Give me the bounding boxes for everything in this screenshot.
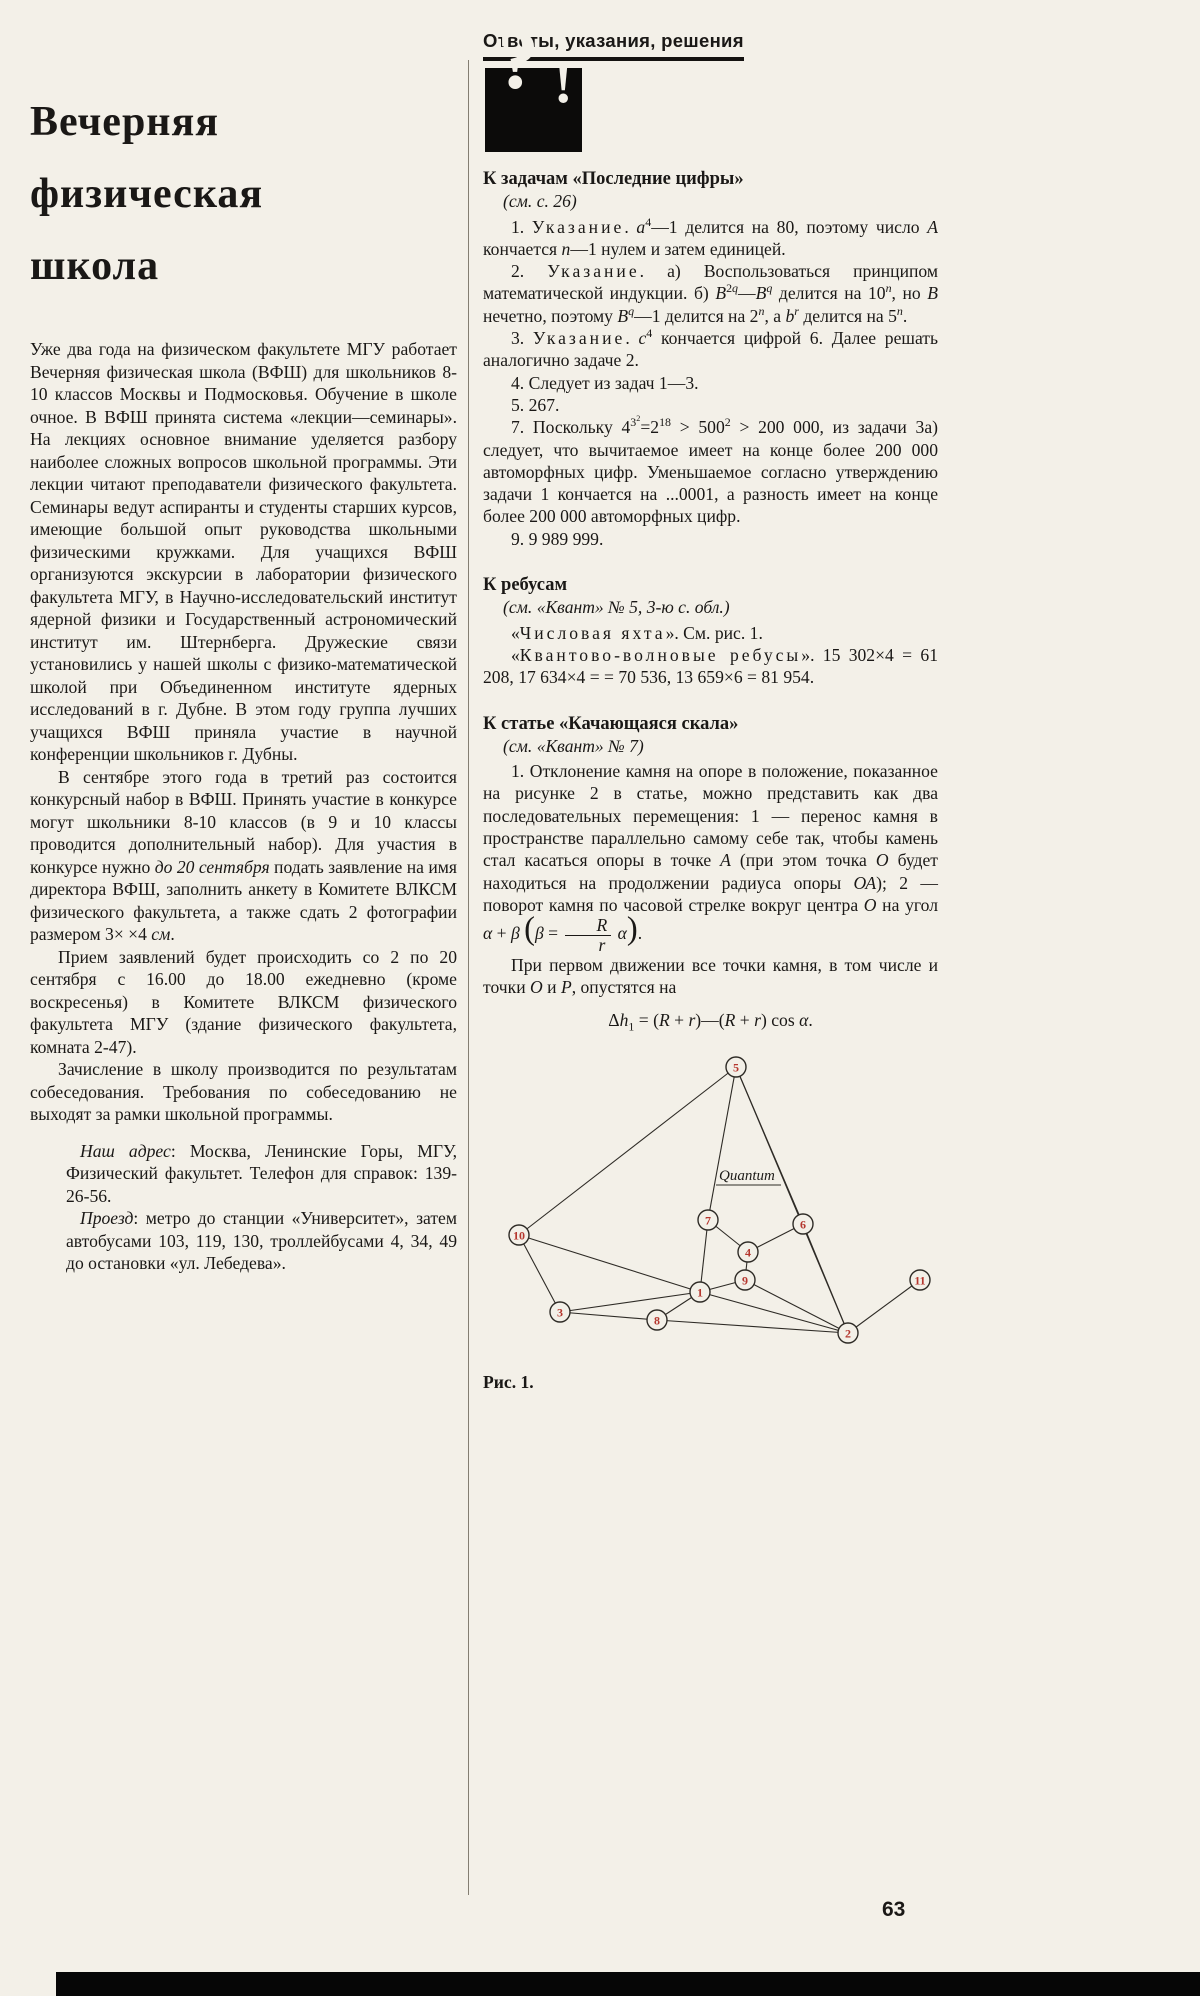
svg-text:9: 9 [742, 1273, 748, 1288]
svg-text:6: 6 [800, 1217, 806, 1232]
section-last-digits [483, 168, 938, 550]
svg-text:5: 5 [733, 1060, 739, 1075]
svg-text:8: 8 [654, 1313, 660, 1328]
answer-paragraph: «Числовая яхта». См. рис. 1. [511, 622, 763, 643]
answer-paragraph: 9. 9 989 999. [511, 528, 604, 549]
svg-text:1: 1 [697, 1285, 703, 1300]
answer-paragraph: При первом движении все точки камня, в том числе и точки О и Р, опустятся на [483, 955, 938, 998]
section-subheading: (см. «Квант» № 7) [503, 735, 644, 756]
answer-paragraph: 1. Указание. $a^4—1$ делится на 80, поэтому число А кончается n—1 нулем и затем единицей. [483, 214, 939, 259]
svg-text:11: 11 [914, 1273, 926, 1288]
article-paragraph: Прием заявлений будет происходить со 2 по 20 сентября с 16.00 до 18.00 ежедневно (кроме воскресенья) в Комитете ВЛКСМ физического факультета МГУ (здание физического факультета, комната 2-47). [30, 946, 457, 1057]
answer-paragraph: 7. Поскольку $4^{3^2}=2^{18} > 500^2 > 200$ 000, из задачи 3а) следует, что вычитаемое имеет на конце более 200 000 автоморфных цифр. Уменьшаемое согласно утверждению задачи 1 кончается на ...0001, а разность имеет на конце более 200 000 автоморфных цифр. [483, 414, 938, 527]
svg-text:Quantum: Quantum [719, 1168, 775, 1185]
figure-1 [483, 1049, 938, 1394]
question-exclamation-icon [485, 14, 582, 152]
title-line: Вечерняя [30, 99, 219, 145]
section-rocking-stone [483, 713, 938, 1032]
address-block [66, 1140, 457, 1275]
article-paragraph: Зачисление в школу производится по результатам собеседования. Требования по собеседованию не выходят за рамки школьной программы. [30, 1059, 457, 1124]
answer-paragraph: 3. Указание. $c^4$ кончается цифрой 6. Далее решать аналогично задаче 2. [483, 326, 939, 371]
article-paragraph: Уже два года на физическом факультете МГУ работает Вечерняя физическая школа (ВФШ) для школьников 8-10 классов Москвы и Подмосковья. Обучение в школе очное. В ВФШ принята система «лекции—семинары». На лекциях основное внимание уделяется разбору наиболее сложных вопросов школьной программы. Эти лекции читают преподаватели физического факультета. Семинары ведут аспиранты и студенты старших курсов, имеющие большой опыт руководства школьными физическими кружками. Для учащихся ВФШ организуются экскурсии в лаборатории физического факультета МГУ, в Научно-исследовательский институт ядерной физики и Государственный астрономический институт им. Штернберга. Дружеские связи установились у нашей школы с физико-математической школой при Объединенном институте ядерных исследований в г. Дубне. В этом году группа лучших учащихся ВФШ приняла участие в научной конференции школьников г. Дубны. [30, 339, 457, 764]
section-heading: К задачам «Последние цифры» [483, 169, 744, 189]
figure-caption: Рис. 1. [483, 1372, 534, 1393]
svg-text:3: 3 [557, 1305, 563, 1320]
number-yacht-figure [483, 1049, 939, 1354]
page-number: 63 [882, 1898, 906, 1921]
section-subheading: (см. «Квант» № 5, 3-ю с. обл.) [503, 597, 730, 618]
displacement-formula: $\Delta h_1 = (R$ + r)—(R + r) cos α. [608, 1009, 813, 1034]
question-mark-icon: ? [497, 14, 539, 107]
section-heading: К статье «Качающаяся скала» [483, 713, 739, 734]
section-rebuses [483, 574, 938, 688]
article-title [30, 86, 457, 302]
article-paragraph: В сентябре этого года в третий раз состоится конкурсный набор в ВФШ. Принять участие в конкурсе могут школьники 8-10 классов (в 9 и 10 классы проводится дополнительный набор). Для участия в конкурсе нужно до 20 сентября подать заявление на имя директора ВФШ, заполнить анкету в Комитете ВЛКСМ физического факультета, а также сдать 2 фотографии размером 3× ×4 см. [30, 766, 457, 944]
title-line: школа [30, 243, 160, 289]
address-paragraph: Наш адрес: Москва, Ленинские Горы, МГУ, Физический факультет. Телефон для справок: 139-26-56. [66, 1140, 458, 1206]
svg-text:7: 7 [705, 1213, 711, 1228]
article-column [30, 86, 457, 1275]
svg-text:4: 4 [745, 1245, 751, 1260]
exclamation-mark-icon: ! [553, 50, 573, 115]
answer-paragraph: 2. Указание. а) Воспользоваться принципом математической индукции. б) $B^{2q}—B^q$ делится на 10$^n$, но B нечетно, поэтому $B^q—1$ делится на 2$^n$, а $b^r$ делится на 5$^n$. [483, 261, 938, 326]
scan-edge-bar [56, 1972, 1200, 1996]
svg-text:10: 10 [513, 1228, 525, 1243]
answer-paragraph: «Квантово-волновые ребусы». 15 302×4 = 61 208, 17 634×4 = = 70 536, 13 659×6 = 81 954. [483, 644, 938, 688]
answer-paragraph: 1. Отклонение камня на опоре в положение, показанное на рисунке 2 в статье, можно представить как два последовательных перемещения: 1 — перенос камня в пространстве параллельно самому себе так, чтобы камень стал касаться опоры в точке А (при этом точка О будет находиться на продолжении радиуса опоры ОА); 2 — поворот камня по часовой стрелке вокруг центра О на угол α + β (β = $\frac{R}{r}$ α). [483, 761, 938, 955]
running-head: Ответы, указания, решения [483, 30, 744, 61]
section-subheading: (см. с. 26) [503, 191, 577, 212]
column-divider [468, 60, 469, 1895]
title-line: физическая [30, 171, 264, 217]
svg-text:2: 2 [845, 1326, 851, 1341]
directions-paragraph: Проезд: метро до станции «Университет», затем автобусами 103, 119, 130, троллейбусами 4, 34, 49 до остановки «ул. Лебедева». [66, 1208, 457, 1273]
answer-paragraph: 5. 267. [511, 394, 560, 415]
answer-paragraph: 4. Следует из задач 1—3. [511, 372, 699, 393]
section-heading: К ребусам [483, 575, 568, 596]
